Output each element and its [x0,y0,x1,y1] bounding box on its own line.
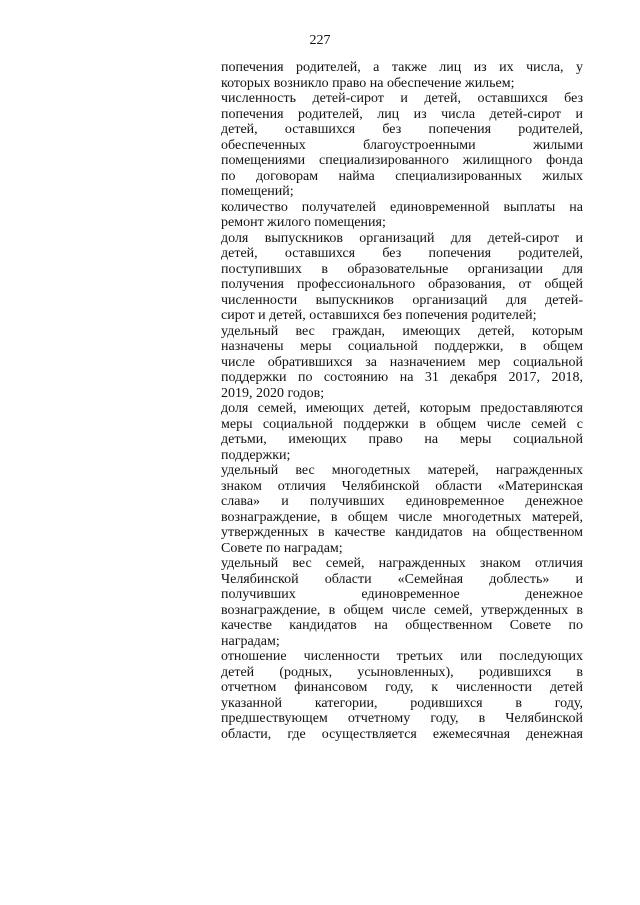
text-line: поддержки по состоянию на 31 декабря 2017, 2018, [221,370,583,385]
paragraph [221,401,583,463]
text-line: 2019, 2020 годов; [221,385,325,401]
text-line: Челябинской области «Семейная доблесть» и [221,571,583,587]
text-line: сирот и детей, оставшихся без попечения родителей; [221,308,537,323]
paragraph [221,463,583,556]
paragraph [221,324,583,402]
text-line: удельный вес многодетных матерей, награжденных [221,463,583,478]
text-line: удельный вес семей, награжденных знаком отличия [221,556,583,571]
text-line: поступивших в образовательные организации для [221,261,583,277]
text-line: численности выпускников организаций для детей- [221,292,583,308]
text-line: доля выпускников организаций для детей-сирот и [221,230,583,246]
text-line: утвержденных в качестве кандидатов на общественном [221,525,583,540]
text-line: доля семей, имеющих детей, которым предоставляются [221,401,583,416]
text-line: получивших единовременное денежное [221,587,583,602]
text-line: детей (родных, усыновленных), родившихся в [221,664,583,680]
text-line: наградам; [221,633,280,649]
text-line: получения профессионального образования, от общей [221,277,583,292]
text-line: количество получателей единовременной выплаты на [221,199,583,215]
text-line: которых возникло право на обеспечение жильем; [221,75,515,91]
paragraph [221,60,583,91]
text-line: указанной категории, родившихся в году, [221,695,583,711]
text-line: отношение численности третьих или последующих [221,649,583,664]
text-line: знаком отличия Челябинской области «Материнская [221,478,583,494]
paragraph [221,649,583,742]
page-number: 227 [309,33,331,48]
text-line: отчетном финансовом году, к численности детей [221,680,583,695]
text-line: качестве кандидатов на общественном Совете по [221,618,583,633]
text-line: области, где осуществляется ежемесячная денежная [221,726,583,742]
paragraph [221,91,583,200]
text-line: поддержки; [221,447,291,463]
text-line: вознаграждение, в общем числе многодетных матерей, [221,509,583,525]
paragraph [221,556,583,649]
document-body [221,60,583,742]
text-line: предшествующем отчетному году, в Челябинской [221,711,583,726]
text-line: детей, оставшихся без попечения родителей, [221,246,583,261]
text-line: слава» и получивших единовременное денежное [221,494,583,509]
text-line: помещений; [221,184,294,199]
text-line: назначены меры социальной поддержки, в общем [221,339,583,354]
text-line: меры социальной поддержки в общем числе семей с [221,416,583,432]
text-line: удельный вес граждан, имеющих детей, которым [221,323,583,339]
text-line: детей, оставшихся без попечения родителей, [221,122,583,137]
text-line: попечения родителей, а также лиц из их числа, у [221,60,583,75]
text-line: детьми, имеющих право на меры социальной [221,432,583,447]
text-line: Совете по наградам; [221,540,343,556]
text-line: вознаграждение, в общем числе семей, утвержденных в [221,602,583,618]
text-line: численность детей-сирот и детей, оставшихся без [221,91,583,106]
text-line: помещениями специализированного жилищного фонда [221,153,583,168]
text-line: попечения родителей, лиц из числа детей-сирот и [221,106,583,122]
text-line: числе обратившихся за назначением мер социальной [221,354,583,370]
text-line: по договорам найма специализированных жилых [221,168,583,184]
text-line: обеспеченных благоустроенными жилыми [221,137,583,153]
paragraph [221,200,583,231]
text-line: ремонт жилого помещения; [221,215,386,230]
paragraph [221,231,583,324]
